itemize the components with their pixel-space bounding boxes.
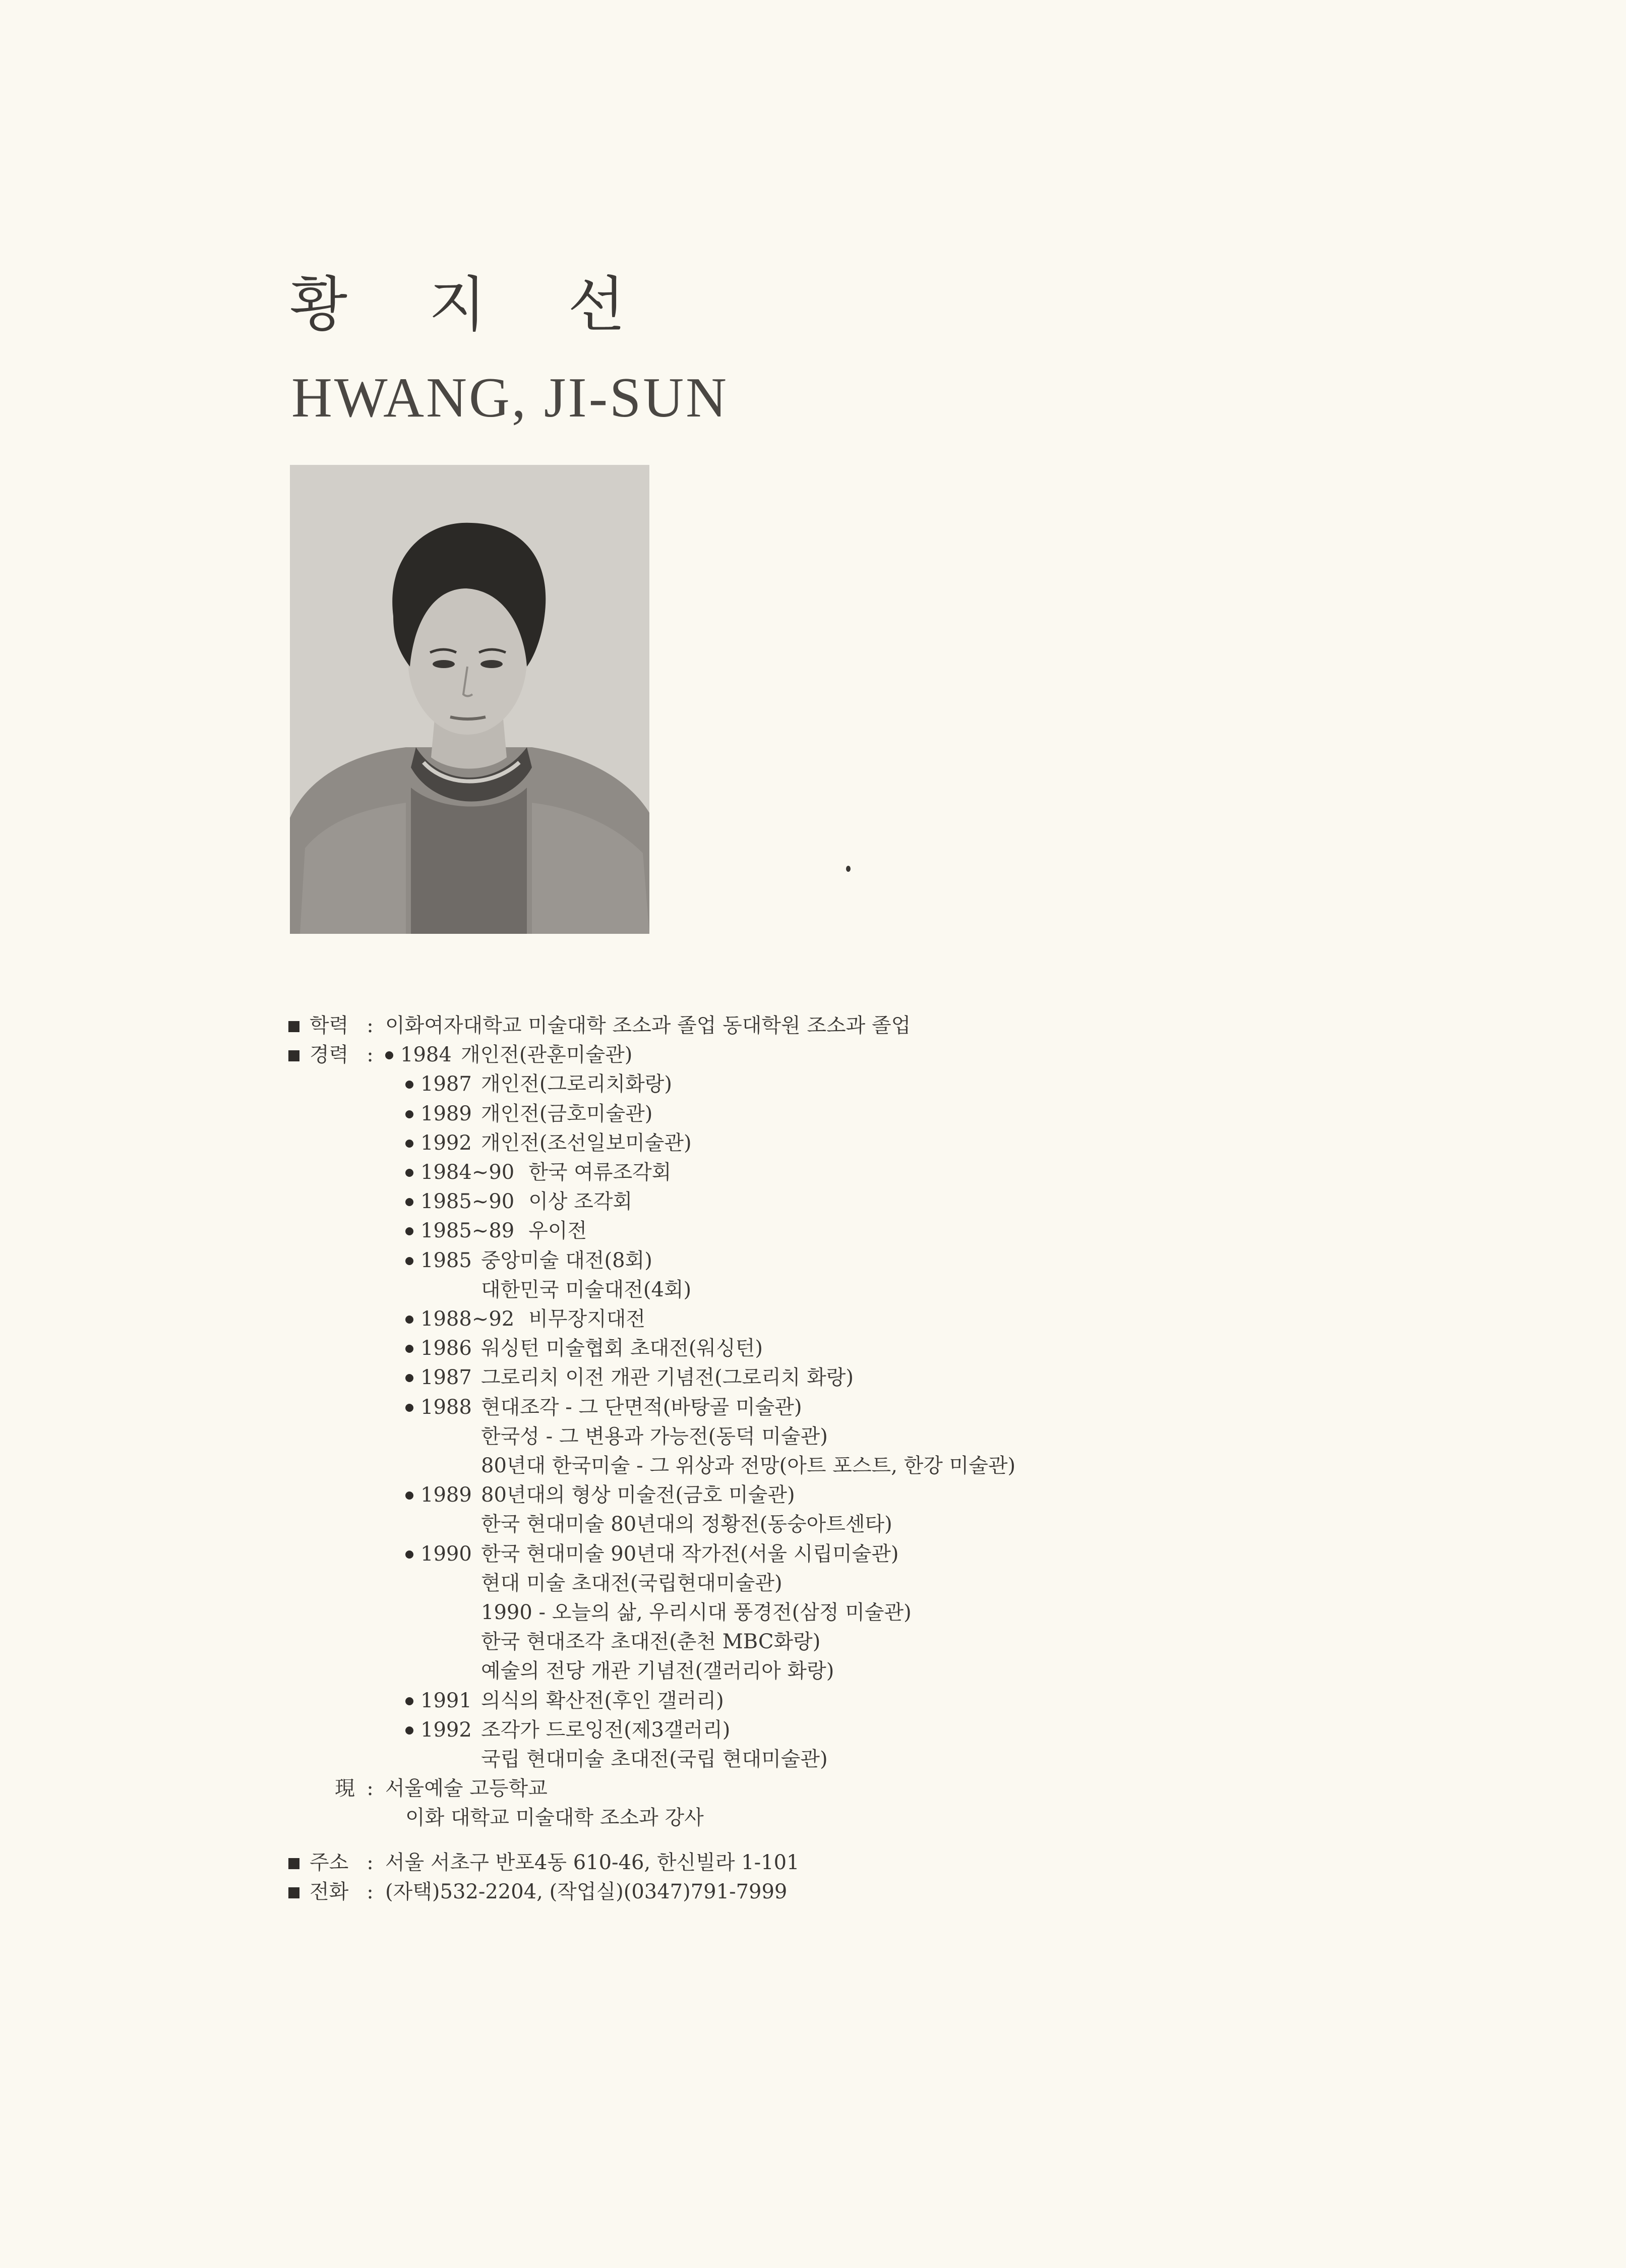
career-year: 1990	[420, 1542, 472, 1566]
career-description: 한국성 - 그 변용과 가능전(동덕 미술관)	[481, 1424, 828, 1448]
current-position-row	[288, 1774, 1498, 1803]
address-row	[288, 1848, 1498, 1877]
career-entry	[405, 1187, 1498, 1216]
round-bullet-icon	[405, 1128, 420, 1158]
career-year: 1992	[420, 1131, 472, 1155]
colon: :	[367, 1880, 374, 1903]
career-year: 1984~90	[420, 1161, 515, 1184]
career-description: 개인전(그로리치화랑)	[481, 1072, 672, 1096]
round-bullet-icon	[385, 1040, 400, 1069]
artist-portrait-photo	[290, 465, 649, 934]
square-bullet-icon	[288, 1848, 310, 1877]
career-year: 1989	[420, 1483, 472, 1507]
career-entry	[405, 1363, 1498, 1392]
education-label: 학력	[310, 1014, 349, 1037]
career-description: 의식의 확산전(후인 갤러리)	[481, 1689, 724, 1712]
career-description: 80년대 한국미술 - 그 위상과 전망(아트 포스트, 한강 미술관)	[481, 1454, 1016, 1478]
round-bullet-icon	[405, 1686, 420, 1715]
square-bullet-icon	[288, 1040, 310, 1069]
career-year: 1992	[420, 1718, 472, 1742]
career-entry-continuation	[405, 1422, 1498, 1451]
career-entry	[405, 1304, 1498, 1334]
career-entry	[405, 1246, 1498, 1275]
career-entry	[405, 1069, 1498, 1099]
round-bullet-icon	[405, 1363, 420, 1392]
current-position-row	[288, 1803, 1498, 1832]
career-description: 대한민국 미술대전(4회)	[481, 1278, 692, 1301]
square-bullet-icon	[288, 1877, 310, 1906]
colon: :	[367, 1777, 374, 1801]
biography-section	[288, 1011, 1498, 1906]
career-entry-continuation	[405, 1569, 1498, 1598]
career-description: 현대 미술 초대전(국립현대미술관)	[481, 1571, 782, 1595]
career-entry-continuation	[405, 1627, 1498, 1656]
career-description: 80년대의 형상 미술전(금호 미술관)	[481, 1483, 795, 1507]
address-label: 주소	[310, 1851, 349, 1874]
round-bullet-icon	[405, 1216, 420, 1245]
round-bullet-icon	[405, 1246, 420, 1275]
square-bullet-icon	[288, 1011, 310, 1040]
career-description: 이상 조각회	[528, 1190, 633, 1214]
career-description: 개인전(금호미술관)	[481, 1102, 653, 1125]
career-description: 한국 여류조각회	[528, 1161, 672, 1184]
career-description: 그로리치 이전 개관 기념전(그로리치 화랑)	[481, 1366, 854, 1390]
phone-row	[288, 1877, 1498, 1906]
phone-label: 전화	[310, 1880, 349, 1903]
career-description: 조각가 드로잉전(제3갤러리)	[481, 1718, 731, 1742]
career-entry	[405, 1393, 1498, 1422]
career-entry	[405, 1686, 1498, 1715]
career-entry	[405, 1128, 1498, 1158]
career-description: 1990 - 오늘의 삶, 우리시대 풍경전(삼정 미술관)	[481, 1601, 912, 1625]
career-entry-continuation	[405, 1745, 1498, 1774]
career-year: 1989	[420, 1102, 472, 1125]
round-bullet-icon	[405, 1158, 420, 1187]
career-entry	[405, 1158, 1498, 1187]
career-year: 1988	[420, 1395, 472, 1419]
artist-name-korean: 황 지 선	[290, 270, 656, 339]
career-description: 개인전(조선일보미술관)	[481, 1131, 692, 1155]
address-value: 서울 서초구 반포4동 610-46, 한신빌라 1-101	[385, 1851, 800, 1874]
career-description: 비무장지대전	[528, 1307, 646, 1331]
career-year: 1988~92	[420, 1307, 515, 1331]
career-list	[405, 1069, 1498, 1774]
education-value: 이화여자대학교 미술대학 조소과 졸업 동대학원 조소과 졸업	[385, 1014, 911, 1037]
career-entry	[405, 1539, 1498, 1569]
artist-name-english: HWANG, JI-SUN	[291, 367, 729, 429]
career-description: 한국 현대조각 초대전(춘천 MBC화랑)	[481, 1630, 821, 1654]
career-year: 1984	[400, 1043, 452, 1067]
career-year: 1985~90	[420, 1190, 515, 1214]
round-bullet-icon	[405, 1480, 420, 1510]
career-entry-continuation	[405, 1451, 1498, 1480]
career-label: 경력	[310, 1043, 349, 1067]
career-year: 1986	[420, 1337, 472, 1360]
round-bullet-icon	[405, 1715, 420, 1745]
career-description: 한국 현대미술 90년대 작가전(서울 시립미술관)	[481, 1542, 899, 1566]
career-year: 1985	[420, 1248, 472, 1272]
career-entry	[405, 1099, 1498, 1128]
round-bullet-icon	[405, 1069, 420, 1099]
round-bullet-icon	[405, 1539, 420, 1569]
career-entry-continuation	[405, 1656, 1498, 1686]
career-description: 국립 현대미술 초대전(국립 현대미술관)	[481, 1748, 828, 1771]
current-label: 現	[335, 1777, 355, 1801]
career-description: 현대조각 - 그 단면적(바탕골 미술관)	[481, 1395, 802, 1419]
career-year: 1987	[420, 1366, 472, 1390]
career-description: 예술의 전당 개관 기념전(갤러리아 화랑)	[481, 1659, 834, 1683]
career-year: 1991	[420, 1689, 472, 1712]
education-row	[288, 1011, 1498, 1040]
print-speck	[846, 866, 851, 872]
round-bullet-icon	[405, 1187, 420, 1216]
career-description: 개인전(관훈미술관)	[461, 1043, 633, 1067]
career-entry-continuation	[405, 1510, 1498, 1539]
round-bullet-icon	[405, 1334, 420, 1363]
career-year: 1987	[420, 1072, 472, 1096]
current-position-line: 서울예술 고등학교	[385, 1777, 548, 1801]
round-bullet-icon	[405, 1304, 420, 1334]
career-description: 워싱턴 미술협회 초대전(워싱턴)	[481, 1337, 763, 1360]
career-entry	[405, 1715, 1498, 1745]
career-entry	[405, 1216, 1498, 1245]
current-position-line: 이화 대학교 미술대학 조소과 강사	[405, 1806, 704, 1830]
colon: :	[367, 1851, 374, 1874]
career-description: 중앙미술 대전(8회)	[481, 1248, 652, 1272]
career-entry-continuation	[405, 1275, 1498, 1304]
career-year: 1985~89	[420, 1219, 515, 1243]
career-description: 한국 현대미술 80년대의 정황전(동숭아트센타)	[481, 1513, 892, 1536]
phone-value: (자택)532-2204, (작업실)(0347)791-7999	[385, 1880, 788, 1903]
career-entry	[385, 1040, 632, 1069]
colon: :	[367, 1043, 374, 1067]
career-entry-continuation	[405, 1598, 1498, 1627]
round-bullet-icon	[405, 1099, 420, 1128]
round-bullet-icon	[405, 1393, 420, 1422]
career-entry	[405, 1334, 1498, 1363]
career-header-row	[288, 1040, 1498, 1069]
colon: :	[367, 1014, 374, 1037]
career-entry	[405, 1480, 1498, 1510]
career-description: 우이전	[528, 1219, 587, 1243]
